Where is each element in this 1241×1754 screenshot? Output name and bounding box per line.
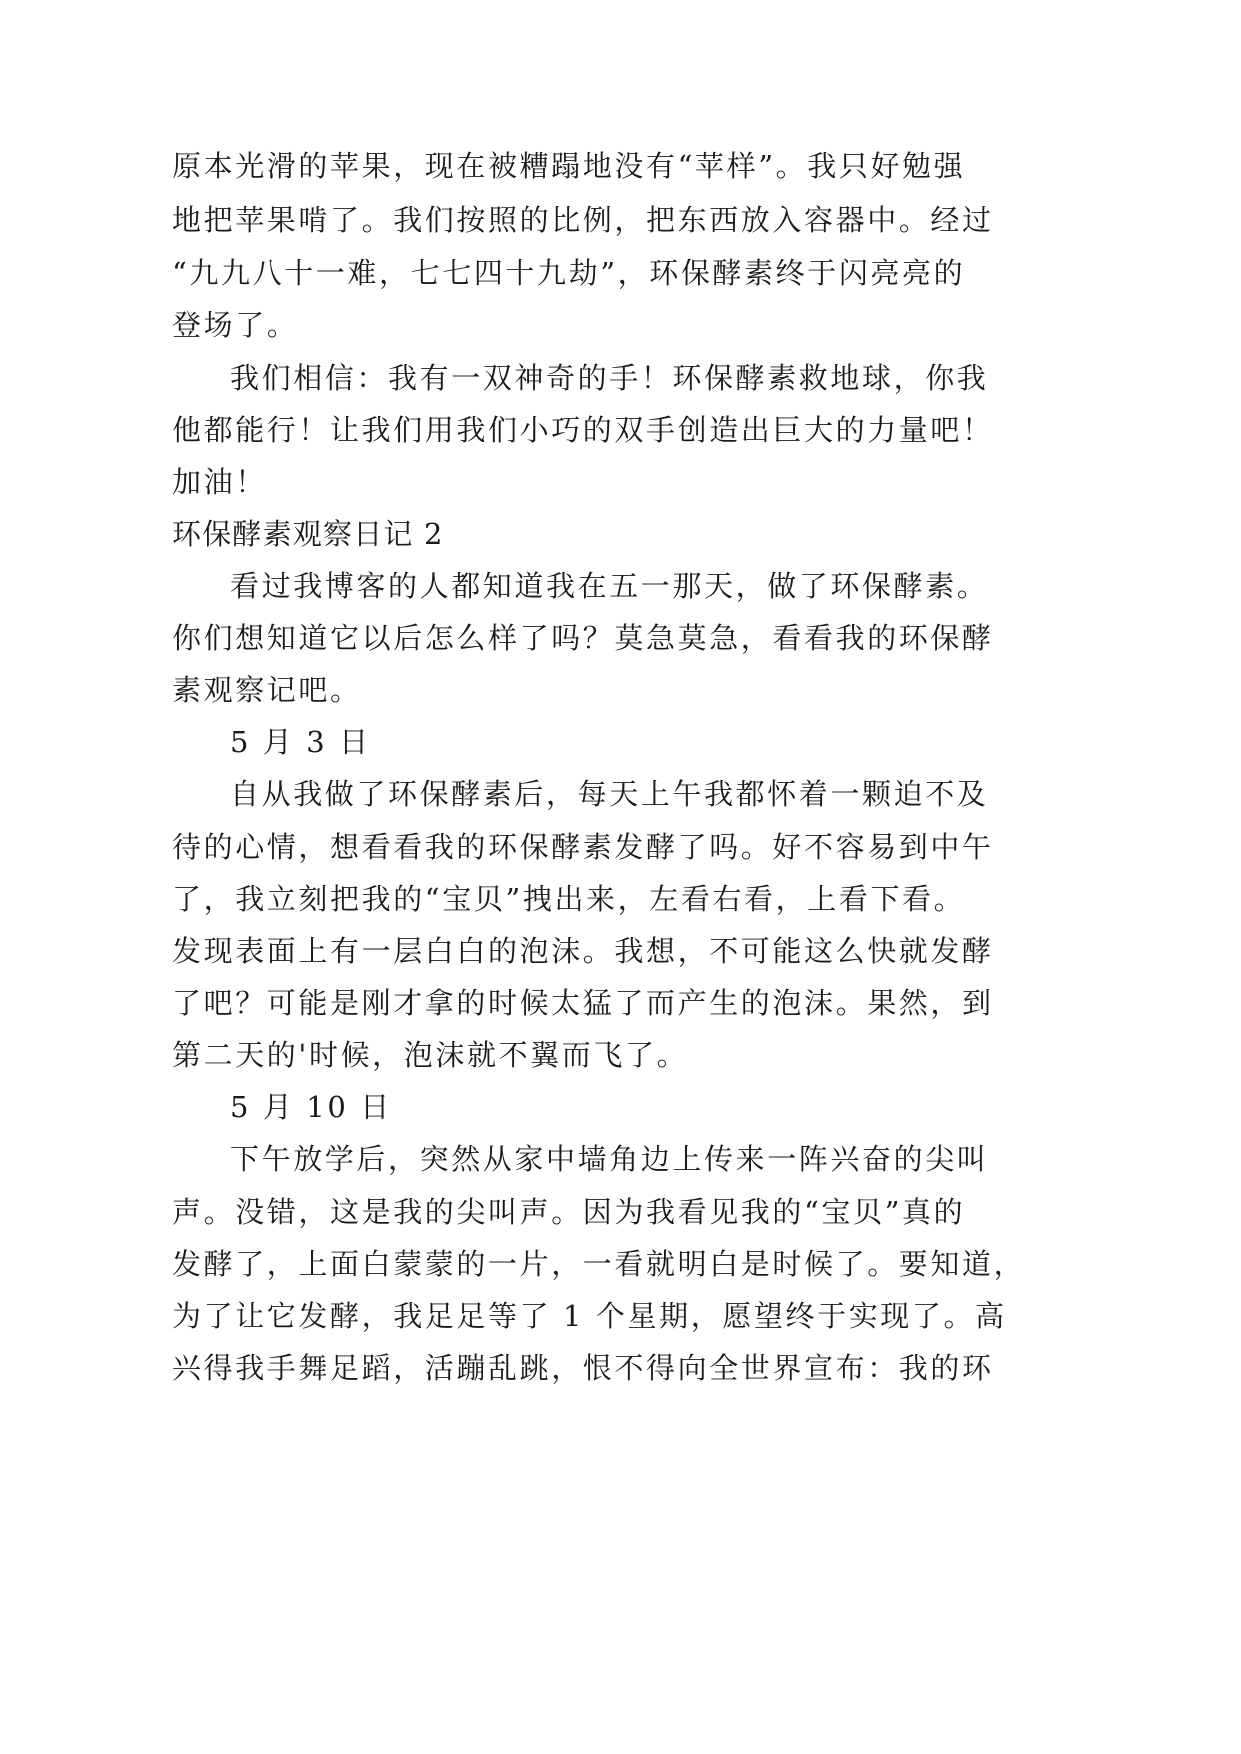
text-line-14: 待的心情，想看看我的环保酵素发酵了吗。好不容易到中午: [172, 830, 994, 864]
section-heading: 环保酵素观察日记 2: [172, 517, 444, 551]
text-line-11: 素观察记吧。: [172, 673, 362, 707]
text-line-1: 原本光滑的苹果，现在被糟蹋地没有“苹样”。我只好勉强: [172, 149, 966, 183]
text-line-20: 下午放学后，突然从家中墙角边上传来一阵兴奋的尖叫: [230, 1142, 989, 1176]
text-line-21: 声。没错，这是我的尖叫声。因为我看见我的“宝贝”真的: [172, 1195, 966, 1229]
text-line-4: 登场了。: [172, 308, 299, 342]
text-line-24: 兴得我手舞足蹈，活蹦乱跳，恨不得向全世界宣布：我的环: [172, 1351, 994, 1385]
text-line-16: 发现表面上有一层白白的泡沫。我想，不可能这么快就发酵: [172, 934, 994, 968]
text-line-2: 地把苹果啃了。我们按照的比例，把东西放入容器中。经过: [172, 203, 994, 237]
text-line-6: 他都能行！让我们用我们小巧的双手创造出巨大的力量吧！: [172, 413, 994, 447]
text-line-18: 第二天的'时候，泡沫就不翼而飞了。: [172, 1038, 689, 1072]
text-line-17: 了吧？可能是刚才拿的时候太猛了而产生的泡沫。果然，到: [172, 986, 994, 1020]
date-heading-may-3: 5 月 3 日: [230, 725, 371, 759]
text-line-5: 我们相信：我有一双神奇的手！环保酵素救地球，你我: [230, 361, 989, 395]
text-line-15: 了，我立刻把我的“宝贝”拽出来，左看右看，上看下看。: [172, 882, 966, 916]
text-line-7: 加油！: [172, 465, 267, 499]
text-line-3: “九九八十一难，七七四十九劫”，环保酵素终于闪亮亮的: [172, 256, 966, 290]
text-line-9: 看过我博客的人都知道我在五一那天，做了环保酵素。: [230, 569, 989, 603]
text-line-10: 你们想知道它以后怎么样了吗？莫急莫急，看看我的环保酵: [172, 621, 994, 655]
text-line-13: 自从我做了环保酵素后，每天上午我都怀着一颗迫不及: [230, 777, 989, 811]
date-heading-may-10: 5 月 10 日: [230, 1090, 392, 1124]
text-line-23: 为了让它发酵，我足足等了 1 个星期，愿望终于实现了。高: [172, 1299, 1007, 1333]
text-line-22: 发酵了，上面白蒙蒙的一片，一看就明白是时候了。要知道，: [172, 1247, 1026, 1281]
